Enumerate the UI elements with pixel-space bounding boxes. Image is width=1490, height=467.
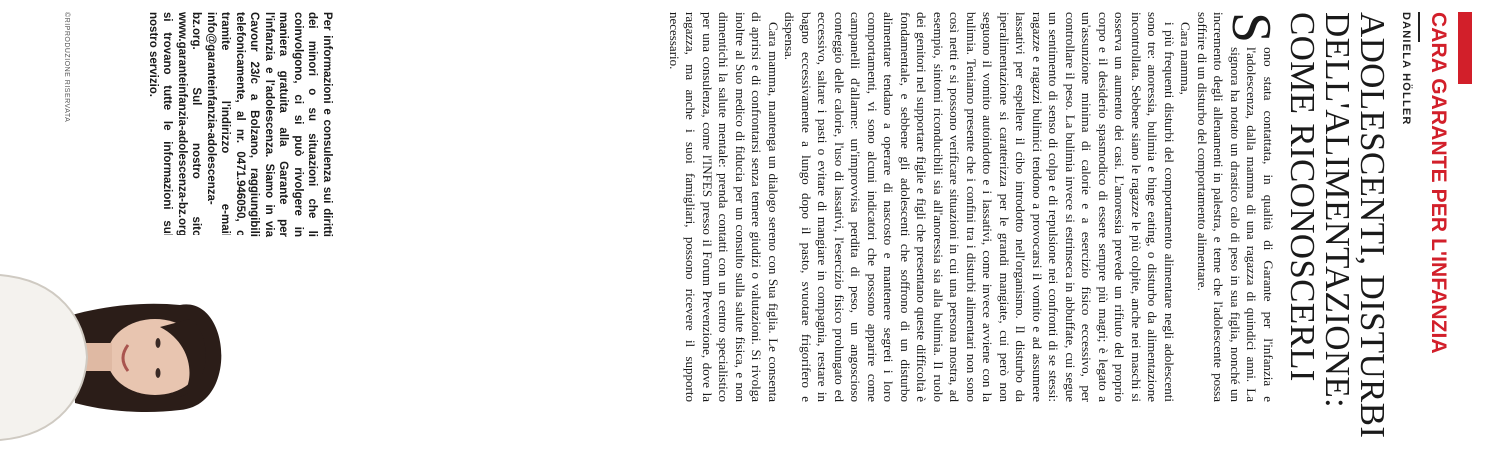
copyright-notice: ©RIPRODUZIONE RISERVATA — [63, 12, 70, 123]
intro-paragraph — [1194, 12, 1282, 402]
closing-paragraph: Cara mamma, mantenga un dialogo sereno con Sua figlia. Le consenta di aprirsi e di confrontarsi senza temere giudizi o valutazioni. Si rivolga inoltre al Suo medico di fiducia per un consulto sulla salute fisica, e non dimentichi la salute mentale: prenda contatti con un centro specialistico per una consulenza, come l'INFES presso il Forum Prevenzione, dove la ragazza, ma anche i suoi famigliari, possono ricevere il supporto necessario. — [667, 12, 781, 402]
intro-text: ono stata contattata, in qualità di Garante per l'infanzia e l'adolescenza, dalla mamma di una ragazza di quindici anni. La signora ha notato un drastico calo di peso in sua figlia, nonché un incremento degli allenamenti in palestra, e teme che l'adolescente possa soffrire di un disturbo del comportamento alimentare. — [1195, 12, 1276, 402]
drop-cap: S — [1220, 12, 1282, 44]
body-paragraph: i più frequenti disturbi del comportamento alimentare negli adolescenti sono tre: anoressia, bulimia e binge eating, o disturbo da alimentazione incontrollata. Sebbene siano le ragazze le più colpite, anche nei maschi si osserva un aumento dei casi. L'anoressia prevede un rifiuto del proprio corpo e il desiderio spasmodico di essere sempre più magri; è legato a un'assunzione minima di calorie e a esercizio fisico eccessivo, per controllare il peso. La bulimia invece si estrinseca in abbuffate, cui segue un sentimento di senso di colpa e di repulsione nei confronti di se stessi: ragazze e ragazzi bulimici tendono a provocarsi il vomito e ad assumere lassativi per espellere il cibo introdotto nell'organismo. Il disturbo da iperalimentazione si caratterizza per le grandi mangiate, cui però non seguono il vomito autoindotto e i lassativi, come invece avviene con la bulimia. Teniamo presente che i confini tra i disturbi alimentari non sono così netti e si possono verificare situazioni in cui una persona mostra, ad esempio, sintomi riconducibili sia all'anoressia sia alla bulimia. Il ruolo dei genitori nel supportare figlie e figli che presentano queste difficoltà è fondamentale, e sebbene gli adolescenti che soffrono di un disturbo alimentare tendano a operare di nascosto e mantenere segreti i loro comportamenti, vi sono alcuni indicatori che possono apparire come campanelli d'allarme: un'improvvisa perdita di peso, un angoscioso conteggio delle calorie, l'uso di lassativi, l'esercizio fisico prolungato ed eccessivo, saltare i pasti o evitare di mangiare in compagnia, restare in bagno eccessivamente a lungo dopo il pasto, svuotare frigorifero e dispensa. — [782, 12, 1177, 402]
article-body — [666, 12, 1282, 402]
contact-info: Per informazioni e consulenza sui diritti dei minori o su situazioni che li coinvolgono, ci si può rivolgere in maniera gratuita alla Garante per l'infanzia e l'adolescenza. Siamo in via Cavour 23/c a Bolzano, raggiungibili telefonicamente, al nr. 0471.946050, o tramite l'indirizzo e-mail info@garanteinfanzia-adolescenza-bz.org. Sul nostro sito www.garanteinfanzia-adolescenza-bz.org si trovano tutte le informazioni sul nostro servizio. — [147, 12, 333, 237]
salutation: Cara mamma, — [1178, 22, 1194, 95]
section-color-bar — [1458, 12, 1472, 84]
headline-line-3: COME RICONOSCERLI — [1283, 12, 1322, 382]
author-portrait-image — [0, 235, 250, 467]
headline-line-2: DELL'ALIMENTAZIONE: — [1318, 12, 1357, 409]
author-rule — [1418, 12, 1420, 42]
headline-line-1: ADOLESCENTI, DISTURBI — [1353, 12, 1392, 439]
headline — [1283, 12, 1392, 439]
section-title: CARA GARANTE PER L'INFANZIA — [1427, 12, 1450, 354]
author-byline: DANIELA HÖLLER — [1400, 12, 1412, 126]
